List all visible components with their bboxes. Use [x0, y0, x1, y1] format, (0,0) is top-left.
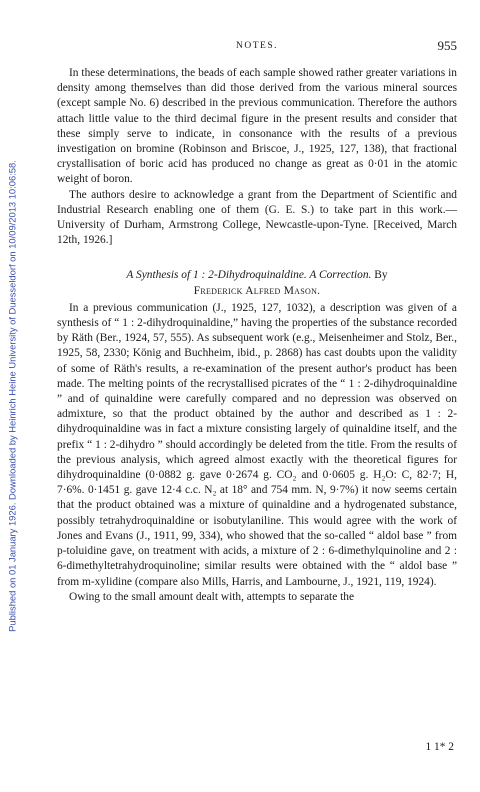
publication-stamp-text: Published on 01 January 1926. Downloaded by Heinrich Heine University of Duesseldorf on 10/09/2013 10:06:58.	[6, 160, 18, 632]
paragraph-acknowledgement: The authors desire to acknowledge a grant from the Department of Scientific and Industrial Research enabling one of them (G. E. S.) to take part in this work.—University of Durham, Armstrong College, Newcastle-upon-Tyne. [Received, March 12th, 1926.]	[57, 188, 457, 247]
journal-page	[57, 38, 457, 605]
body-text	[57, 66, 457, 248]
paragraph-correction: In a previous communication (J., 1925, 127, 1032), a description was given of a synthesis of “ 1 : 2-dihydroquinaldine,” having the properties of the substance recorded by Räth (Ber., 1924, 57, 555). As subsequent work (e.g., Meisenheimer and Stolz, Ber., 1925, 58, 2330; König and Buchheim, ibid., p. 2868) has cast doubts upon the validity of some of Räth's results, a re-examination of the present author's product has been made. The melting points of the recrystallised picrates of the “ 1 : 2-dihydroquinaldine ” and of quinaldine were carefully compared and no depression was observed on admixture, so that the product obtained by the author and described as 1 : 2-dihydroquinaldine was in fact a mixture consisting largely of quinaldine itself, and the prefix “ 1 : 2-dihydro ” should accordingly be deleted from the title. From the results of the previous analysis, which agreed almost exactly with the theoretical figures for dihydroquinaldine (0·0882 g. gave 0·2674 g. CO₂ and 0·0605 g. H₂O: C, 82·7; H, 7·6%. 0·1451 g. gave 12·4 c.c. N₂ at 18° and 754 mm. N, 9·7%) it now seems certain that the product obtained was a mixture of quinaldine and a hydrogenated substance, possibly tetrahydroquinaldine or isobutylaniline. This would agree with the work of Jones and Evans (J., 1911, 99, 334), who showed that the so-called “ aldol base ” from p-toluidine gave, on treatment with acids, a mixture of 2 : 6-dimethylquinoline and 2 : 6-dimethyltetrahydroquinoline; similar results were obtained with the “ aldol base ” from m-xylidine (compare also Mills, Harris, and Lambourne, J., 1921, 119, 1924).	[57, 301, 457, 588]
page-number: 955	[437, 38, 457, 53]
section-heading: NOTES.	[236, 41, 278, 51]
paragraph-continuation: Owing to the small amount dealt with, attempts to separate the	[69, 590, 355, 603]
paragraph-results: In these determinations, the beads of each sample showed rather greater variations in density among themselves than did those derived from the various mineral sources (except sample No. 6) described in the previous communication. Therefore the authors attach little value to the third decimal figure in the present results and consider that these simply serve to indicate, in consonance with the results of a previous investigation on bromine (Robinson and Briscoe, J., 1925, 127, 138), that fractional crystallisation of boric acid has produced no change as great as 0·01 in the atomic weight of boron.	[57, 67, 457, 186]
article-author: Frederick Alfred Mason.	[193, 284, 321, 297]
running-head	[57, 38, 457, 54]
printer-signature: 1 1* 2	[425, 741, 454, 753]
article-byline-by: By	[374, 269, 388, 282]
publication-stamp	[0, 0, 24, 792]
article-title-block	[57, 268, 457, 283]
article-title: A Synthesis of 1 : 2-Dihydroquinaldine. A Correction.	[126, 269, 372, 282]
article-body	[57, 301, 457, 605]
